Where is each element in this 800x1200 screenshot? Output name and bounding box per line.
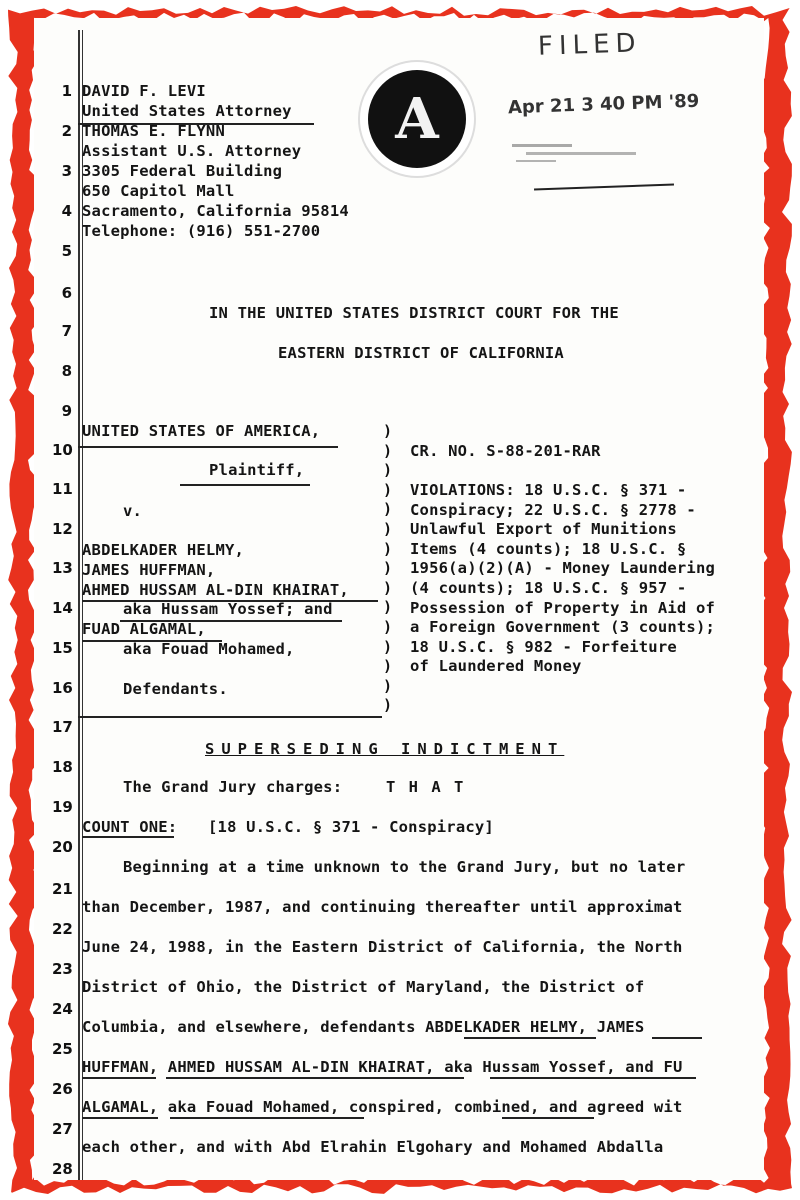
case-number: CR. NO. S-88-201-RAR bbox=[410, 442, 601, 460]
margin-rule bbox=[78, 30, 80, 1180]
violation-line: VIOLATIONS: 18 U.S.C. § 371 - bbox=[410, 481, 687, 499]
body-line: Beginning at a time unknown to the Grand Jury, but no later bbox=[123, 858, 686, 876]
line-number: 4 bbox=[61, 202, 72, 220]
line-number: 15 bbox=[52, 639, 73, 657]
telephone: Telephone: (916) 551-2700 bbox=[82, 222, 321, 240]
line-number: 6 bbox=[61, 284, 72, 302]
caption-paren: ) bbox=[383, 461, 393, 480]
caption-paren: ) bbox=[383, 598, 393, 617]
logo-icon bbox=[368, 70, 466, 168]
violation-line: Unlawful Export of Munitions bbox=[410, 520, 677, 539]
violation-line: Items (4 counts); 18 U.S.C. § bbox=[410, 539, 687, 558]
line-number: 20 bbox=[52, 838, 73, 856]
defendant-4: FUAD ALGAMAL, bbox=[82, 620, 206, 638]
violation-line: (4 counts); 18 U.S.C. § 957 - bbox=[410, 579, 687, 597]
caption-paren: ) bbox=[383, 539, 393, 558]
body-line: District of Ohio, the District of Maryland, the District of bbox=[82, 978, 645, 996]
line-number: 23 bbox=[52, 960, 73, 978]
body-line: HUFFMAN, AHMED HUSSAM AL-DIN KHAIRAT, aka Hussam Yossef, and FU bbox=[82, 1058, 683, 1076]
court-title-line-2: EASTERN DISTRICT OF CALIFORNIA bbox=[278, 344, 564, 362]
count-one-label: COUNT ONE: bbox=[82, 818, 178, 836]
body-line: than December, 1987, and continuing thereafter until approximat bbox=[82, 898, 683, 916]
line-number: 27 bbox=[52, 1120, 73, 1138]
underline bbox=[502, 1117, 594, 1119]
plaintiff-name: UNITED STATES OF AMERICA, bbox=[82, 422, 321, 440]
caption-paren: ) bbox=[383, 696, 393, 715]
violation-line: a Foreign Government (3 counts); bbox=[410, 618, 716, 637]
count-one-statute: [18 U.S.C. § 371 - Conspiracy] bbox=[208, 818, 494, 836]
underline bbox=[166, 1077, 464, 1079]
caption-paren: ) bbox=[383, 657, 393, 676]
line-number: 24 bbox=[52, 1000, 73, 1018]
caption-paren: ) bbox=[383, 480, 393, 499]
line-number: 2 bbox=[61, 122, 72, 140]
line-number: 11 bbox=[52, 480, 73, 498]
underline bbox=[82, 1117, 158, 1119]
body-line: each other, and with Abd Elrahin Elgohary and Mohamed Abdalla bbox=[82, 1138, 664, 1156]
caption-paren: ) bbox=[383, 441, 393, 460]
line-number: 26 bbox=[52, 1080, 73, 1098]
attorney-name: DAVID F. LEVI bbox=[82, 82, 206, 100]
court-title-line-1: IN THE UNITED STATES DISTRICT COURT FOR THE bbox=[209, 304, 619, 322]
indictment-page bbox=[34, 18, 764, 1180]
defendant-1: ABDELKADER HELMY, bbox=[82, 541, 245, 559]
assistant-title: Assistant U.S. Attorney bbox=[82, 142, 302, 160]
grand-jury-that: T H A T bbox=[386, 778, 466, 796]
violation-line: of Laundered Money bbox=[410, 657, 582, 676]
underline bbox=[170, 1117, 364, 1119]
logo-letter: A bbox=[395, 86, 439, 152]
defendant-3-aka: aka Hussam Yossef; and bbox=[123, 600, 333, 618]
underline bbox=[490, 1077, 696, 1079]
plaintiff-role: Plaintiff, bbox=[209, 461, 305, 479]
line-number: 1 bbox=[61, 82, 72, 100]
caption-paren: ) bbox=[383, 500, 393, 519]
line-number: 22 bbox=[52, 920, 73, 938]
caption-paren: ) bbox=[383, 422, 393, 440]
address-line-1: 3305 Federal Building bbox=[82, 162, 283, 180]
filed-stamp-label: FILED bbox=[537, 28, 643, 62]
caption-paren: ) bbox=[383, 637, 393, 656]
underline bbox=[180, 484, 310, 486]
line-number: 10 bbox=[52, 441, 73, 459]
defendant-4-aka: aka Fouad Mohamed, bbox=[123, 640, 295, 658]
line-number: 12 bbox=[52, 520, 73, 538]
violation-line: Possession of Property in Aid of bbox=[410, 598, 716, 617]
underline bbox=[464, 1037, 596, 1039]
line-number: 16 bbox=[52, 679, 73, 697]
line-number: 25 bbox=[52, 1040, 73, 1058]
stamp-line bbox=[534, 184, 674, 191]
line-number: 28 bbox=[52, 1160, 73, 1178]
caption-paren: ) bbox=[383, 578, 393, 597]
caption-paren: ) bbox=[383, 618, 393, 636]
attorney-title: United States Attorney bbox=[82, 102, 292, 120]
defendant-3: AHMED HUSSAM AL-DIN KHAIRAT, bbox=[82, 581, 349, 599]
violation-line: Conspiracy; 22 U.S.C. § 2778 - bbox=[410, 500, 696, 519]
address-line-2: 650 Capitol Mall bbox=[82, 182, 235, 200]
line-number: 3 bbox=[61, 162, 72, 180]
line-number: 21 bbox=[52, 880, 73, 898]
assistant-name: THOMAS E. FLYNN bbox=[82, 122, 225, 140]
line-number: 9 bbox=[61, 402, 72, 420]
underline bbox=[82, 1077, 156, 1079]
caption-paren: ) bbox=[383, 520, 393, 538]
caption-paren: ) bbox=[383, 559, 393, 578]
line-number: 18 bbox=[52, 758, 73, 776]
line-number: 17 bbox=[52, 718, 73, 736]
grand-jury-charges: The Grand Jury charges: bbox=[123, 778, 343, 796]
defendant-2: JAMES HUFFMAN, bbox=[82, 561, 216, 579]
line-number: 5 bbox=[61, 242, 72, 260]
line-number: 8 bbox=[61, 362, 72, 380]
body-line: Columbia, and elsewhere, defendants ABDELKADER HELMY, JAMES bbox=[82, 1018, 645, 1036]
underline bbox=[652, 1037, 702, 1039]
caption-bottom-rule bbox=[78, 716, 382, 718]
stamp-smudge bbox=[506, 140, 656, 168]
address-line-3: Sacramento, California 95814 bbox=[82, 202, 349, 220]
body-line: ALGAMAL, aka Fouad Mohamed, conspired, combined, and agreed wit bbox=[82, 1098, 683, 1116]
underline bbox=[78, 446, 338, 448]
defendants-role: Defendants. bbox=[123, 680, 228, 698]
line-number: 7 bbox=[61, 322, 72, 340]
body-line: June 24, 1988, in the Eastern District of California, the North bbox=[82, 938, 683, 956]
caption-paren: ) bbox=[383, 676, 393, 695]
logo-badge bbox=[360, 62, 474, 176]
violation-line: 18 U.S.C. § 982 - Forfeiture bbox=[410, 637, 677, 656]
line-number: 14 bbox=[52, 599, 73, 617]
line-number: 13 bbox=[52, 559, 73, 577]
line-number: 19 bbox=[52, 798, 73, 816]
underline bbox=[82, 836, 174, 838]
violation-line: 1956(a)(2)(A) - Money Laundering bbox=[410, 559, 716, 578]
document-title: SUPERSEDING INDICTMENT bbox=[205, 740, 565, 758]
filed-stamp-date: Apr 21 3 40 PM '89 bbox=[507, 90, 700, 119]
versus: v. bbox=[123, 502, 143, 520]
